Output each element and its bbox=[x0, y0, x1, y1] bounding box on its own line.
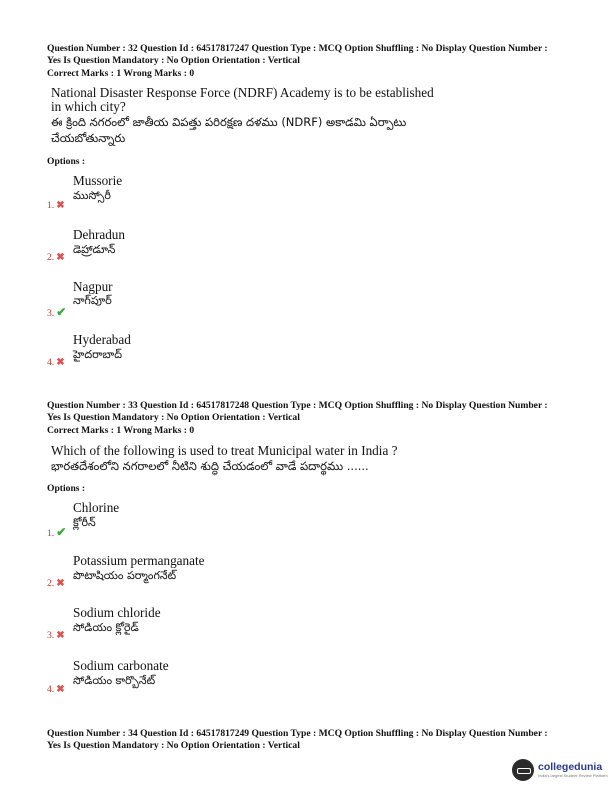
q33-option-4-te: సోడియం కార్బొనేట్ bbox=[73, 674, 156, 687]
q32-option-1-number[interactable] bbox=[47, 200, 65, 211]
cross-icon: ✖ bbox=[56, 200, 65, 211]
option-number: 2. bbox=[47, 252, 55, 263]
q32-option-4-number[interactable] bbox=[47, 357, 65, 368]
q33-option-3-number[interactable] bbox=[47, 630, 65, 641]
q32-option-2-en: Dehradun bbox=[73, 227, 125, 242]
q33-question-en-line-1: Which of the following is used to treat Municipal water in India ? bbox=[51, 443, 398, 458]
q33-meta-line-2: Yes Is Question Mandatory : No Option Orientation : Vertical bbox=[47, 412, 300, 423]
q32-options-label: Options : bbox=[47, 156, 86, 167]
cross-icon: ✖ bbox=[56, 684, 65, 695]
q32-option-4-en: Hyderabad bbox=[73, 332, 131, 347]
q33-option-1-te: క్లోరీన్ bbox=[73, 516, 96, 529]
q32-option-2-number[interactable] bbox=[47, 252, 65, 263]
q32-option-2-te: డెహ్రాడూన్ bbox=[73, 243, 116, 256]
cross-icon: ✖ bbox=[56, 252, 65, 263]
logo-name: collegedunia bbox=[538, 761, 603, 773]
cross-icon: ✖ bbox=[56, 630, 65, 641]
q33-option-2-number[interactable] bbox=[47, 578, 65, 589]
q32-question-te-line-1: ఈ క్రింది నగరంలో జాతీయ విపత్తు పరిరక్షణ దళము (NDRF) అకాడమి ఏర్పాటు bbox=[51, 115, 407, 129]
option-number: 4. bbox=[47, 357, 55, 368]
q32-marks: Correct Marks : 1 Wrong Marks : 0 bbox=[47, 68, 195, 79]
option-number: 2. bbox=[47, 578, 55, 589]
q32-option-1-en: Mussorie bbox=[73, 173, 123, 188]
q34-meta-line-2: Yes Is Question Mandatory : No Option Orientation : Vertical bbox=[47, 740, 300, 751]
q32-meta-line-1: Question Number : 32 Question Id : 64517817247 Question Type : MCQ Option Shuffling : No Display Question Number : bbox=[47, 43, 548, 54]
option-number: 1. bbox=[47, 200, 55, 211]
option-number: 1. bbox=[47, 528, 55, 539]
q33-options-label: Options : bbox=[47, 483, 86, 494]
q32-question-te-line-2: చేయబోతున్నారు bbox=[51, 131, 126, 145]
q32-option-4-te: హైదరాబాద్ bbox=[73, 348, 122, 361]
q33-option-4-number[interactable] bbox=[47, 684, 65, 695]
mascot-icon bbox=[512, 759, 534, 781]
q33-option-1-en: Chlorine bbox=[73, 500, 120, 515]
q32-question-en-line-1: National Disaster Response Force (NDRF) Academy is to be established bbox=[51, 85, 434, 100]
q33-option-1-number[interactable] bbox=[47, 525, 66, 540]
q33-question-text bbox=[51, 444, 521, 474]
q33-option-4-en: Sodium carbonate bbox=[73, 658, 169, 673]
option-number: 4. bbox=[47, 684, 55, 695]
q33-option-2-en: Potassium permanganate bbox=[73, 553, 205, 568]
collegedunia-logo bbox=[512, 756, 608, 784]
q33-question-te-line-1: భారతదేశంలోని నగరాలలో నీటిని శుద్ధి చేయడంలో వాడే పదార్థము ...... bbox=[51, 459, 369, 473]
q32-option-3-en: Nagpur bbox=[73, 279, 113, 294]
cross-icon: ✖ bbox=[56, 578, 65, 589]
q34-meta-line-1: Question Number : 34 Question Id : 64517817249 Question Type : MCQ Option Shuffling : No Display Question Number : bbox=[47, 728, 548, 739]
q33-meta-line-1: Question Number : 33 Question Id : 64517817248 Question Type : MCQ Option Shuffling : No Display Question Number : bbox=[47, 400, 548, 411]
q32-option-3-te: నాగ్‌పూర్ bbox=[73, 294, 112, 307]
q32-option-3-number[interactable] bbox=[47, 305, 66, 320]
q33-marks: Correct Marks : 1 Wrong Marks : 0 bbox=[47, 425, 195, 436]
option-number: 3. bbox=[47, 308, 55, 319]
q32-question-en-line-2: in which city? bbox=[51, 99, 126, 114]
q33-option-3-en: Sodium chloride bbox=[73, 605, 161, 620]
q32-meta-line-2: Yes Is Question Mandatory : No Option Orientation : Vertical bbox=[47, 55, 300, 66]
check-icon: ✔ bbox=[56, 305, 67, 319]
option-number: 3. bbox=[47, 630, 55, 641]
check-icon: ✔ bbox=[56, 525, 67, 539]
q32-question-text bbox=[51, 86, 471, 146]
q33-option-3-te: సోడియం క్లోరైడ్ bbox=[73, 621, 139, 634]
q32-option-1-te: ముస్సోరీ bbox=[73, 189, 111, 202]
logo-tagline: India's largest Student Review Platform bbox=[538, 773, 608, 778]
cross-icon: ✖ bbox=[56, 357, 65, 368]
q33-option-2-te: పొటాషియం పర్మాంగనేట్ bbox=[73, 569, 177, 582]
